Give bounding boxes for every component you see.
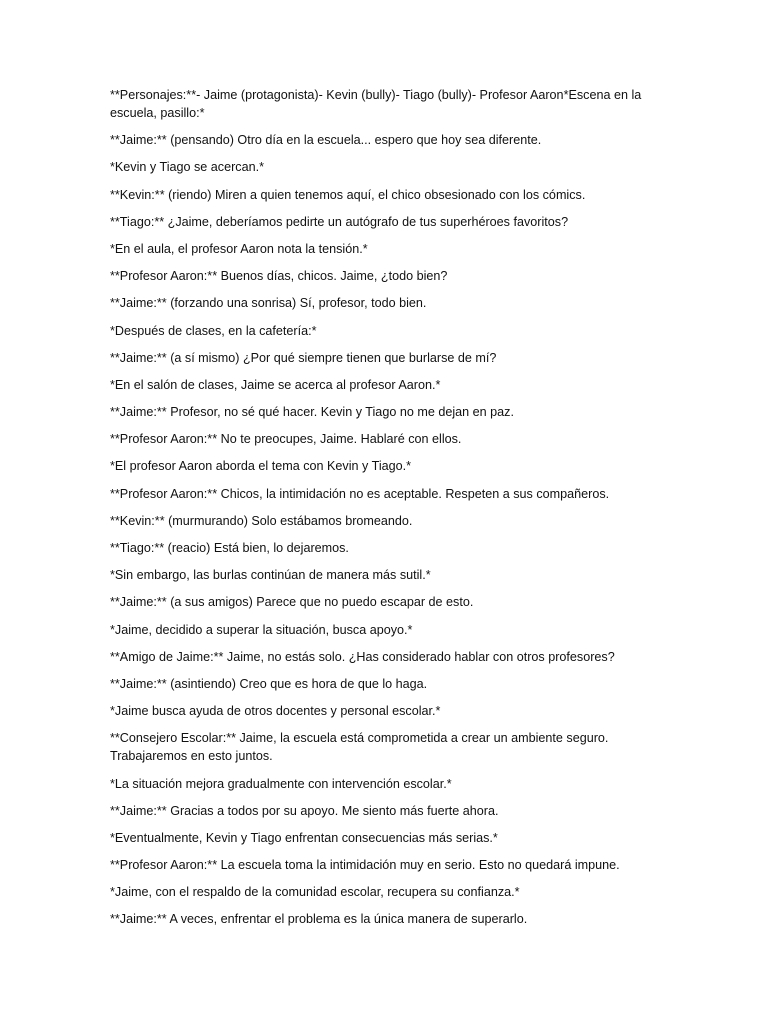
paragraph: *Jaime, decidido a superar la situación, busca apoyo.* bbox=[110, 622, 413, 637]
paragraph: **Tiago:** ¿Jaime, deberíamos pedirte un autógrafo de tus superhéroes favoritos? bbox=[110, 214, 569, 229]
paragraph: *En el salón de clases, Jaime se acerca al profesor Aaron.* bbox=[110, 377, 441, 392]
paragraph: **Jaime:** (a sus amigos) Parece que no puedo escapar de esto. bbox=[110, 595, 474, 610]
paragraph-characters-scene: **Personajes:**- Jaime (protagonista)- Kevin (bully)- Tiago (bully)- Profesor Aaron*Escena en la escuela, pasillo:* bbox=[110, 88, 642, 120]
paragraph: *La situación mejora gradualmente con intervención escolar.* bbox=[110, 776, 452, 791]
paragraph: **Jaime:** (a sí mismo) ¿Por qué siempre tienen que burlarse de mí? bbox=[110, 350, 497, 365]
paragraph: *Sin embargo, las burlas continúan de manera más sutil.* bbox=[110, 568, 431, 583]
paragraph: *En el aula, el profesor Aaron nota la tensión.* bbox=[110, 241, 368, 256]
paragraph: **Jaime:** Gracias a todos por su apoyo. Me siento más fuerte ahora. bbox=[110, 803, 499, 818]
paragraph: **Jaime:** (asintiendo) Creo que es hora de que lo haga. bbox=[110, 676, 428, 691]
paragraph: *Jaime, con el respaldo de la comunidad escolar, recupera su confianza.* bbox=[110, 885, 520, 900]
paragraph: *El profesor Aaron aborda el tema con Kevin y Tiago.* bbox=[110, 459, 412, 474]
paragraph: **Profesor Aaron:** Chicos, la intimidación no es aceptable. Respeten a sus compañeros. bbox=[110, 486, 610, 501]
paragraph: **Profesor Aaron:** No te preocupes, Jaime. Hablaré con ellos. bbox=[110, 432, 462, 447]
paragraph: **Jaime:** A veces, enfrentar el problema es la única manera de superarlo. bbox=[110, 912, 528, 927]
paragraph: **Jaime:** (pensando) Otro día en la escuela... espero que hoy sea diferente. bbox=[110, 133, 542, 148]
paragraph: **Kevin:** (riendo) Miren a quien tenemos aquí, el chico obsesionado con los cómics. bbox=[110, 187, 586, 202]
paragraph: **Jaime:** (forzando una sonrisa) Sí, profesor, todo bien. bbox=[110, 296, 427, 311]
script-text bbox=[110, 86, 655, 938]
paragraph: **Jaime:** Profesor, no sé qué hacer. Kevin y Tiago no me dejan en paz. bbox=[110, 405, 514, 420]
paragraph: *Jaime busca ayuda de otros docentes y personal escolar.* bbox=[110, 704, 441, 719]
paragraph: *Kevin y Tiago se acercan.* bbox=[110, 160, 265, 175]
paragraph: *Eventualmente, Kevin y Tiago enfrentan consecuencias más serias.* bbox=[110, 830, 498, 845]
paragraph: **Profesor Aaron:** La escuela toma la intimidación muy en serio. Esto no quedará impune. bbox=[110, 858, 620, 873]
paragraph: **Consejero Escolar:** Jaime, la escuela está comprometida a crear un ambiente seguro. Trabajaremos en esto juntos. bbox=[110, 731, 609, 764]
paragraph: **Profesor Aaron:** Buenos días, chicos. Jaime, ¿todo bien? bbox=[110, 269, 448, 284]
paragraph: **Kevin:** (murmurando) Solo estábamos bromeando. bbox=[110, 513, 413, 528]
paragraph: *Después de clases, en la cafetería:* bbox=[110, 323, 317, 338]
paragraph: **Tiago:** (reacio) Está bien, lo dejaremos. bbox=[110, 541, 349, 555]
paragraph: **Amigo de Jaime:** Jaime, no estás solo. ¿Has considerado hablar con otros profesores? bbox=[110, 649, 615, 664]
